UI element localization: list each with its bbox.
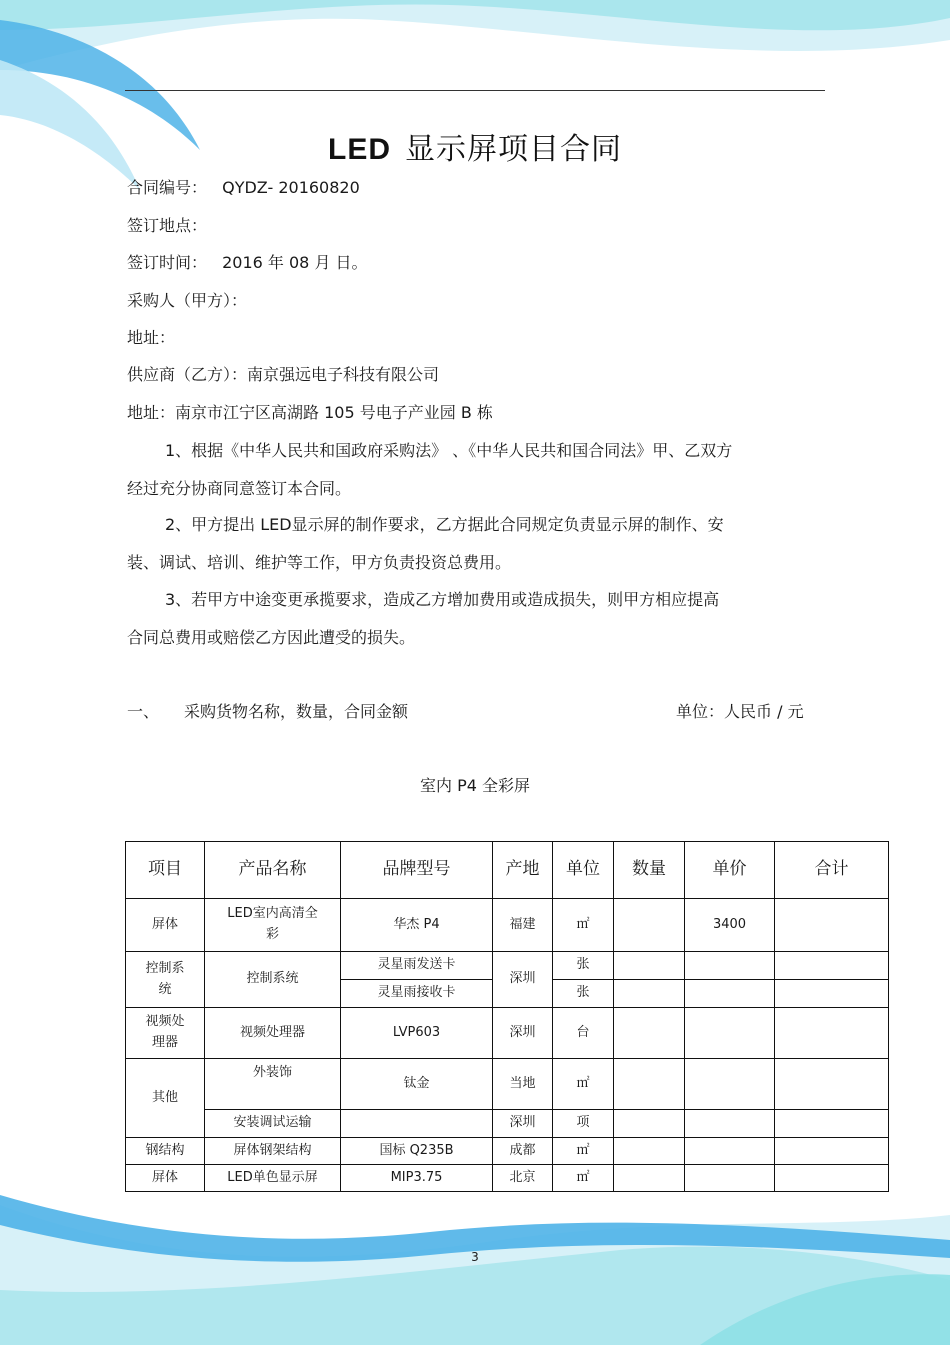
cell-brand: 华杰 P4	[341, 899, 493, 952]
cell-qty	[614, 899, 685, 952]
cell-qty	[614, 1110, 685, 1138]
header-product: 产品名称	[205, 842, 341, 899]
cell-product: 控制系统	[205, 952, 341, 1008]
cell-qty	[614, 980, 685, 1008]
supplier-address-label: 地址：	[127, 403, 176, 422]
header-total: 合计	[775, 842, 889, 899]
supplier-line	[127, 362, 439, 385]
clause-1-line-1: 1、根据《中华人民共和国政府采购法》 、《中华人民共和国合同法》甲、乙双方	[165, 441, 733, 460]
cell-item-line-2: 统	[158, 981, 172, 997]
header-brand: 品牌型号	[341, 842, 493, 899]
cell-qty	[614, 952, 685, 980]
cell-unit: ㎡	[553, 1138, 614, 1165]
cell-price	[685, 1165, 775, 1192]
cell-qty	[614, 1138, 685, 1165]
cell-total	[775, 952, 889, 980]
cell-total	[775, 899, 889, 952]
clause-3-line-1: 3、若甲方中途变更承揽要求，造成乙方增加费用或造成损失，则甲方相应提高	[165, 590, 720, 609]
goods-table	[125, 841, 889, 1192]
clause-3-line-2: 合同总费用或赔偿乙方因此遭受的损失。	[127, 628, 416, 647]
sign-time-line	[127, 250, 368, 273]
cell-product: LED单色显示屏	[205, 1165, 341, 1192]
table-caption: 室内 P4 全彩屏	[419, 776, 530, 795]
sign-time-value: 2016 年 08 月 日。	[222, 253, 368, 272]
supplier-address-value: 南京市江宁区高湖路 105 号电子产业园 B 栋	[175, 403, 493, 422]
supplier-label: 供应商（乙方）：	[127, 365, 248, 384]
contract-number-label: 合同编号：	[127, 178, 208, 197]
cell-price	[685, 980, 775, 1008]
cell-origin: 深圳	[493, 952, 553, 1008]
cell-total	[775, 980, 889, 1008]
cell-brand: LVP603	[341, 1008, 493, 1059]
table-row	[126, 1110, 889, 1138]
header-item: 项目	[126, 842, 205, 899]
cell-product: 安装调试运输	[205, 1110, 341, 1138]
cell-qty	[614, 1165, 685, 1192]
cell-origin: 深圳	[493, 1008, 553, 1059]
cell-price	[685, 1110, 775, 1138]
buyer-address-label: 地址：	[127, 328, 176, 347]
cell-product	[205, 899, 341, 952]
cell-price	[685, 1059, 775, 1110]
cell-brand	[341, 1110, 493, 1138]
clause-2-line-1: 2、甲方提出 LED显示屏的制作要求，乙方据此合同规定负责显示屏的制作、安	[165, 515, 724, 534]
table-row	[126, 1008, 889, 1059]
cell-origin: 福建	[493, 899, 553, 952]
cell-item: 其他	[126, 1059, 205, 1138]
cell-item: 钢结构	[126, 1138, 205, 1165]
section-number: 一、	[127, 702, 160, 721]
cell-item-line-1: 控制系	[145, 960, 185, 976]
table-row	[126, 1165, 889, 1192]
cell-origin: 成都	[493, 1138, 553, 1165]
cell-total	[775, 1138, 889, 1165]
supplier-value: 南京强远电子科技有限公司	[247, 365, 440, 384]
cell-total	[775, 1110, 889, 1138]
table-row	[126, 952, 889, 980]
header-price: 单价	[685, 842, 775, 899]
cell-product-line-2: 彩	[265, 927, 279, 942]
cell-total	[775, 1165, 889, 1192]
cell-item: 屏体	[126, 1165, 205, 1192]
cell-unit: ㎡	[553, 1059, 614, 1110]
cell-total	[775, 1008, 889, 1059]
header-qty: 数量	[614, 842, 685, 899]
cell-brand: 钛金	[341, 1059, 493, 1110]
buyer-address-line	[127, 325, 175, 348]
cell-unit: 项	[553, 1110, 614, 1138]
contract-number-value: QYDZ- 20160820	[222, 178, 360, 197]
cell-brand: MIP3.75	[341, 1165, 493, 1192]
cell-item	[126, 952, 205, 1008]
section-title: 采购货物名称，数量，合同金额	[184, 702, 409, 721]
buyer-line	[127, 288, 247, 311]
clause-1-line-2: 经过充分协商同意签订本合同。	[127, 479, 352, 498]
cell-item: 屏体	[126, 899, 205, 952]
cell-brand: 灵星雨接收卡	[341, 980, 493, 1008]
cell-product: 视频处理器	[205, 1008, 341, 1059]
sign-time-label: 签订时间：	[127, 253, 208, 272]
cell-origin: 北京	[493, 1165, 553, 1192]
cell-item-line-2: 理器	[151, 1035, 178, 1050]
section-unit-note: 单位：人民币 / 元	[676, 702, 804, 721]
sign-place-line	[127, 213, 207, 236]
header-unit: 单位	[553, 842, 614, 899]
cell-brand: 国标 Q235B	[341, 1138, 493, 1165]
clause-2-line-2: 装、调试、培训、维护等工作，甲方负责投资总费用。	[127, 553, 512, 572]
cell-price	[685, 952, 775, 980]
cell-qty	[614, 1008, 685, 1059]
cell-product: 外装饰	[205, 1059, 341, 1110]
cell-item	[126, 1008, 205, 1059]
page-title	[0, 124, 950, 168]
cell-item-line-1: 视频处	[145, 1014, 185, 1030]
cell-price	[685, 1138, 775, 1165]
cell-total	[775, 1059, 889, 1110]
cell-unit: 张	[553, 980, 614, 1008]
title-latin: LED	[328, 133, 391, 166]
cell-qty	[614, 1059, 685, 1110]
cell-unit: ㎡	[553, 899, 614, 952]
buyer-label: 采购人（甲方）：	[127, 291, 248, 310]
cell-origin: 当地	[493, 1059, 553, 1110]
header-rule	[125, 90, 825, 91]
cell-price	[685, 1008, 775, 1059]
cell-unit: 张	[553, 952, 614, 980]
cell-price: 3400	[685, 899, 775, 952]
supplier-address-line	[127, 400, 493, 423]
sign-place-label: 签订地点：	[127, 216, 208, 235]
contract-number-line	[127, 175, 360, 198]
header-origin: 产地	[493, 842, 553, 899]
table-header-row	[126, 842, 889, 899]
title-chinese: 显示屏项目合同	[405, 132, 622, 167]
table-row	[126, 1059, 889, 1110]
page-number: 3	[471, 1250, 479, 1264]
cell-origin: 深圳	[493, 1110, 553, 1138]
table-row	[126, 1138, 889, 1165]
cell-product: 屏体钢架结构	[205, 1138, 341, 1165]
table-row	[126, 899, 889, 952]
cell-product-line-1: LED室内高清全	[227, 906, 318, 922]
cell-brand: 灵星雨发送卡	[341, 952, 493, 980]
cell-unit: 台	[553, 1008, 614, 1059]
cell-unit: ㎡	[553, 1165, 614, 1192]
